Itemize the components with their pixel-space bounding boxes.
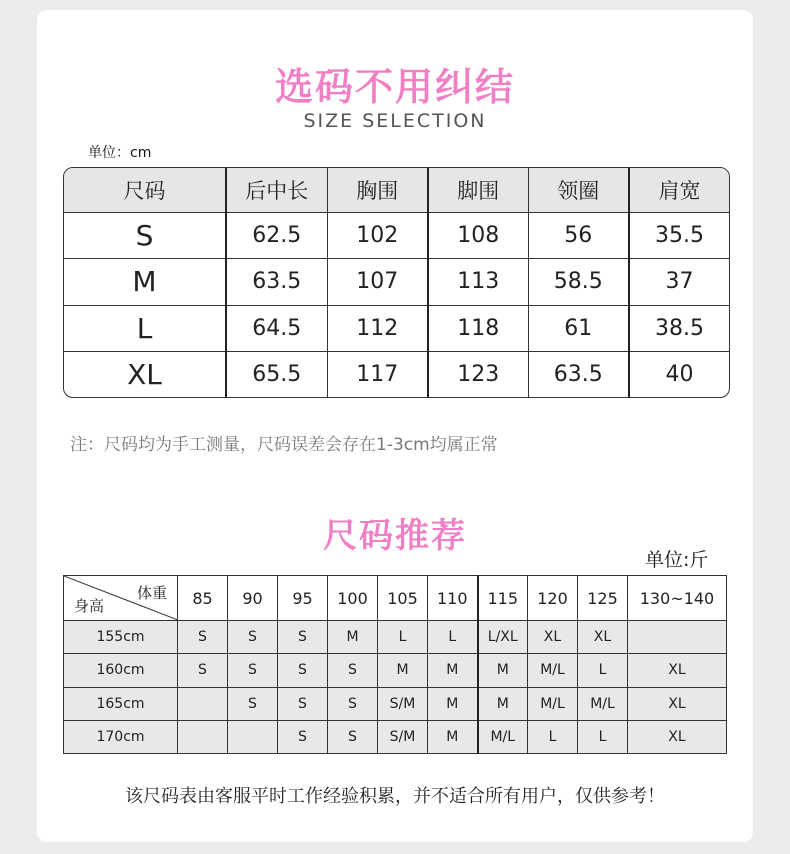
recommended-size-cell: L <box>428 621 478 654</box>
recommended-size-cell: S <box>278 687 328 720</box>
measurement-cell: 40 <box>629 351 729 397</box>
size-label-cell: M <box>64 259 226 305</box>
recommended-size-cell: S <box>228 621 278 654</box>
header-cell: 胸围 <box>327 168 428 213</box>
recommended-size-cell: XL <box>628 687 727 720</box>
measurement-cell: 35.5 <box>629 213 729 259</box>
recommended-size-cell: S <box>328 654 378 687</box>
measurement-note: 注：尺码均为手工测量，尺码误差会存在1-3cm均属正常 <box>70 435 498 455</box>
size-table-header <box>64 168 729 213</box>
recommended-size-cell: M/L <box>478 720 528 753</box>
size-table <box>63 167 730 398</box>
size-row <box>64 351 729 397</box>
page-subtitle: SIZE SELECTION <box>303 110 487 132</box>
recommended-size-cell: L/XL <box>478 621 528 654</box>
recommend-row <box>64 687 727 720</box>
weight-header-cell: 105 <box>378 576 428 621</box>
weight-header-cell: 100 <box>328 576 378 621</box>
recommended-size-cell <box>228 720 278 753</box>
recommend-row <box>64 720 727 753</box>
recommended-size-cell: M <box>428 654 478 687</box>
recommended-size-cell: M <box>378 654 428 687</box>
size-label-cell: S <box>64 213 226 259</box>
measurement-cell: 65.5 <box>226 351 327 397</box>
measurement-cell: 62.5 <box>226 213 327 259</box>
recommended-size-cell: S <box>278 654 328 687</box>
measurement-cell: 108 <box>428 213 528 259</box>
recommend-header <box>64 576 727 621</box>
recommended-size-cell: S/M <box>378 687 428 720</box>
measurement-cell: 112 <box>327 305 428 351</box>
height-cell: 155cm <box>64 621 178 654</box>
weight-header-cell: 85 <box>178 576 228 621</box>
measurement-cell: 58.5 <box>528 259 629 305</box>
recommended-size-cell <box>628 621 727 654</box>
recommended-size-cell: L <box>578 720 628 753</box>
measurement-cell: 123 <box>428 351 528 397</box>
recommended-size-cell: L <box>578 654 628 687</box>
recommended-size-cell: XL <box>628 654 727 687</box>
measurement-cell: 63.5 <box>528 351 629 397</box>
page-title: 选码不用纠结 <box>274 65 515 109</box>
measurement-cell: 64.5 <box>226 305 327 351</box>
size-unit-label: 单位：cm <box>88 145 152 161</box>
size-row <box>64 213 729 259</box>
height-cell: 165cm <box>64 687 178 720</box>
recommended-size-cell: L <box>528 720 578 753</box>
height-cell: 160cm <box>64 654 178 687</box>
recommend-title: 尺码推荐 <box>323 516 467 556</box>
measurement-cell: 118 <box>428 305 528 351</box>
recommended-size-cell: XL <box>528 621 578 654</box>
weight-header-cell: 130~140 <box>628 576 727 621</box>
recommended-size-cell: M <box>428 687 478 720</box>
recommended-size-cell: S <box>328 720 378 753</box>
header-cell: 肩宽 <box>629 168 729 213</box>
height-cell: 170cm <box>64 720 178 753</box>
recommended-size-cell: S <box>228 654 278 687</box>
weight-header-cell: 115 <box>478 576 528 621</box>
header-cell: 领圈 <box>528 168 629 213</box>
measurement-cell: 102 <box>327 213 428 259</box>
weight-header-cell: 95 <box>278 576 328 621</box>
recommended-size-cell: M <box>328 621 378 654</box>
measurement-cell: 56 <box>528 213 629 259</box>
size-row <box>64 305 729 351</box>
height-axis-label: 身高 <box>74 597 105 615</box>
recommended-size-cell: S <box>178 621 228 654</box>
weight-header-cell: 125 <box>578 576 628 621</box>
measurement-cell: 61 <box>528 305 629 351</box>
measurement-cell: 63.5 <box>226 259 327 305</box>
recommend-row <box>64 621 727 654</box>
weight-header-cell: 110 <box>428 576 478 621</box>
recommended-size-cell <box>178 687 228 720</box>
weight-header-cell: 120 <box>528 576 578 621</box>
recommended-size-cell: S <box>278 720 328 753</box>
measurement-cell: 107 <box>327 259 428 305</box>
measurement-cell: 38.5 <box>629 305 729 351</box>
weight-unit-label: 单位:斤 <box>645 549 709 571</box>
recommended-size-cell: S <box>328 687 378 720</box>
header-cell: 脚围 <box>428 168 528 213</box>
recommended-size-cell: M <box>478 654 528 687</box>
recommended-size-cell <box>178 720 228 753</box>
header-cell: 尺码 <box>64 168 226 213</box>
measurement-cell: 37 <box>629 259 729 305</box>
corner-cell <box>64 576 178 621</box>
recommended-size-cell: XL <box>628 720 727 753</box>
recommended-size-cell: XL <box>578 621 628 654</box>
disclaimer-note: 该尺码表由客服平时工作经验积累，并不适合所有用户，仅供参考！ <box>125 786 665 807</box>
recommended-size-cell: M/L <box>578 687 628 720</box>
recommended-size-cell: M/L <box>528 654 578 687</box>
recommended-size-cell: M <box>478 687 528 720</box>
measurement-cell: 113 <box>428 259 528 305</box>
size-row <box>64 259 729 305</box>
recommended-size-cell: S <box>228 687 278 720</box>
recommended-size-cell: L <box>378 621 428 654</box>
recommended-size-cell: S <box>278 621 328 654</box>
size-label-cell: XL <box>64 351 226 397</box>
recommend-table <box>63 575 727 754</box>
size-label-cell: L <box>64 305 226 351</box>
recommended-size-cell: S <box>178 654 228 687</box>
measurement-cell: 117 <box>327 351 428 397</box>
recommended-size-cell: M <box>428 720 478 753</box>
weight-header-cell: 90 <box>228 576 278 621</box>
weight-axis-label: 体重 <box>136 584 167 602</box>
recommend-row <box>64 654 727 687</box>
recommended-size-cell: M/L <box>528 687 578 720</box>
recommended-size-cell: S/M <box>378 720 428 753</box>
header-cell: 后中长 <box>226 168 327 213</box>
